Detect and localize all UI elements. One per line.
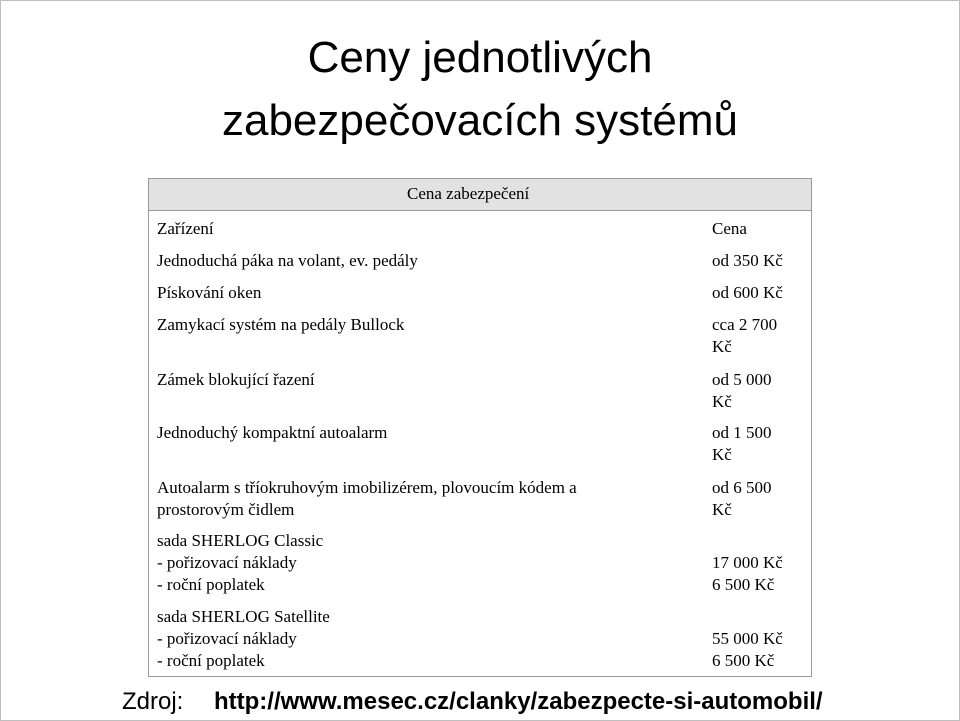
slide-title-line-2: zabezpečovacích systémů [221,96,739,145]
row-7-device-line-3: - roční poplatek [157,575,265,594]
row-6-device-line-1: Autoalarm s tříokruhovým imobilizérem, plovoucím kódem a [157,478,577,497]
row-8-device-line-3: - roční poplatek [157,651,265,670]
source-label: Zdroj: [122,688,184,715]
row-3-price-line-1: cca 2 700 [712,315,778,334]
price-table [148,178,812,677]
row-7-device-line-1: sada SHERLOG Classic [157,531,324,550]
slide-title-line-1: Ceny jednotlivých [307,33,653,82]
row-7-price-line-1: 17 000 Kč [712,553,783,572]
row-4-price-line-2: Kč [712,392,732,411]
row-1-price-line-1: od 350 Kč [712,251,783,270]
row-8-price-line-1: 55 000 Kč [712,629,783,648]
row-5-price-line-1: od 1 500 [712,423,772,442]
row-4-price-line-1: od 5 000 [712,370,772,389]
table-caption-row [149,179,811,211]
header-device: Zařízení [157,219,214,238]
table-caption: Cena zabezpečení [407,184,530,203]
row-8-price-line-2: 6 500 Kč [712,651,775,670]
row-7-device-line-2: - pořizovací náklady [157,553,297,572]
row-8-device-line-2: - pořizovací náklady [157,629,297,648]
row-7-price-line-2: 6 500 Kč [712,575,775,594]
row-3-device-line-1: Zamykací systém na pedály Bullock [157,315,405,334]
row-6-price-line-1: od 6 500 [712,478,772,497]
header-price: Cena [712,219,747,238]
row-1-device-line-1: Jednoduchá páka na volant, ev. pedály [157,251,418,270]
row-2-device-line-1: Pískování oken [157,283,262,302]
row-5-price-line-2: Kč [712,445,732,464]
row-2-price-line-1: od 600 Kč [712,283,783,302]
row-4-device-line-1: Zámek blokující řazení [157,370,315,389]
source-link[interactable]: http://www.mesec.cz/clanky/zabezpecte-si-automobil/ [214,688,823,715]
row-8-device-line-1: sada SHERLOG Satellite [157,607,330,626]
row-6-price-line-2: Kč [712,500,732,519]
row-5-device-line-1: Jednoduchý kompaktní autoalarm [157,423,388,442]
row-3-price-line-2: Kč [712,337,732,356]
row-6-device-line-2: prostorovým čidlem [157,500,295,519]
